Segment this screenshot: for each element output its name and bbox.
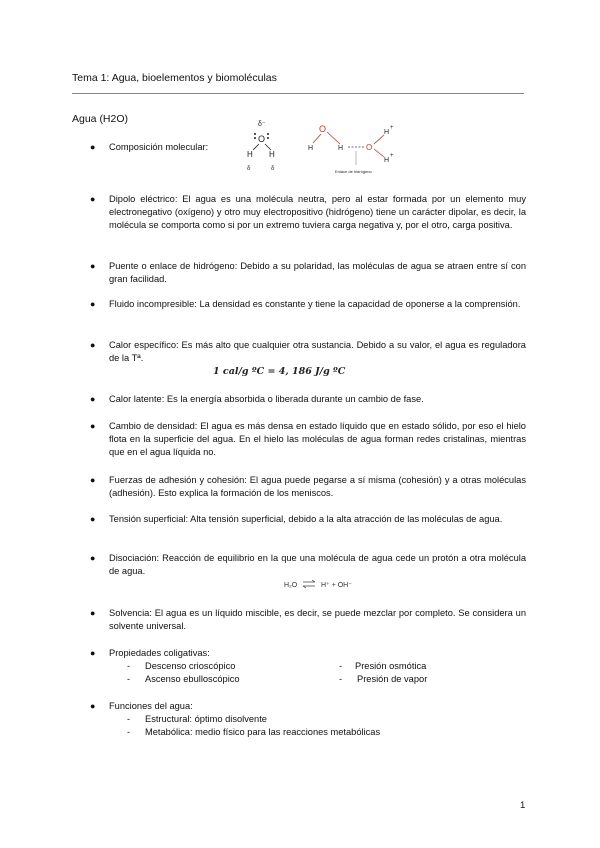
item-text: Es más alto que cualquier otra sustancia. Debido a su valor, el agua es reguladora de la Tª. — [109, 340, 526, 364]
item-text: Es la energía absorbida o liberada durante un cambio de fase. — [166, 394, 424, 404]
bullet-icon: ● — [90, 701, 96, 711]
bullet-icon: ● — [90, 648, 96, 658]
dash-icon: - — [339, 661, 343, 671]
bullet-icon: ● — [90, 340, 96, 350]
funcion-estructural: Estructural: óptimo disolvente — [145, 714, 267, 724]
bullet-icon: ● — [90, 394, 96, 404]
hydrogen-atom: H — [308, 145, 314, 152]
item-text: Reacción de equilibrio en la que una molécula de agua cede un protón a otra molécula de agua. — [109, 553, 526, 577]
delta-plus-label: δ — [271, 166, 275, 172]
header-divider — [72, 93, 524, 94]
list-item-funciones — [109, 700, 526, 713]
item-term: Fuerzas de adhesión y cohesión: — [109, 475, 247, 485]
coligativa-ascenso: Ascenso ebulloscópico — [145, 674, 240, 684]
item-term: Calor latente: — [109, 394, 165, 404]
item-term: Puente o enlace de hidrógeno: — [109, 261, 238, 271]
item-text: Alta tensión superficial, debido a la alta atracción de las moléculas de agua. — [190, 514, 503, 524]
hydrogen-atom: H — [384, 157, 390, 164]
list-item-densidad — [109, 420, 526, 459]
item-term: Tensión superficial: — [109, 514, 189, 524]
lone-pair-dot — [254, 137, 256, 139]
coligativa-presion-osmotica: Presión osmótica — [355, 661, 427, 671]
hydrogen-atom: H — [384, 129, 390, 136]
hbond-label: Enlace de hidrógeno — [335, 169, 372, 174]
list-item-solvencia — [109, 607, 526, 633]
list-item-calor-especifico — [109, 339, 526, 365]
coligativa-presion-vapor: Presión de vapor — [357, 674, 428, 684]
dash-icon: - — [127, 727, 131, 737]
list-item-fluido — [109, 298, 526, 311]
item-term: Propiedades coligativas: — [109, 648, 210, 658]
item-term: Disociación: — [109, 553, 160, 563]
formula-calor: 1 cal/g ºC = 4, 186 J/g ºC — [213, 366, 346, 377]
bullet-icon: ● — [90, 194, 96, 204]
list-item-composicion — [109, 141, 229, 154]
delta-minus-label: δ⁻ — [258, 121, 266, 128]
bond-line — [374, 135, 384, 144]
item-text: El agua es más densa en estado líquido que en estado sólido, por eso el hielo flota en la superficie del agua. En el hielo las moléculas de agua forman redes cristalinas, mientras que en el agua líquida no. — [109, 421, 526, 458]
bullet-icon: ● — [90, 261, 96, 271]
hydrogen-atom: H — [269, 150, 275, 159]
bond-line — [374, 149, 384, 157]
bond-line — [313, 134, 321, 143]
bond-line — [253, 144, 259, 150]
funcion-metabolica: Metabólica: medio físico para las reacciones metabólicas — [145, 727, 381, 737]
item-term: Calor específico: — [109, 340, 179, 350]
bullet-icon: ● — [90, 421, 96, 431]
lone-pair-dot — [267, 133, 269, 135]
eq-left: H₂O — [284, 582, 298, 589]
bullet-icon: ● — [90, 475, 96, 485]
bullet-icon: ● — [90, 608, 96, 618]
coligativa-descenso: Descenso crioscópico — [145, 661, 236, 671]
item-term: Composición molecular: — [109, 142, 209, 152]
oxygen-atom: O — [319, 124, 327, 134]
item-term: Fluido incompresible: — [109, 299, 197, 309]
list-item-adhesion — [109, 474, 526, 500]
page-header: Tema 1: Agua, bioelementos y biomoléculas — [72, 72, 277, 84]
item-text: El agua es una molécula neutra, pero al estar formada por un elemento muy electronegativo (oxígeno) y otro muy electropositivo (hidrógeno) tiene un carácter dipolar, es decir, la molécula se comporta como si por un extremo tuviera carga negativa y, por el otro, carga positiva. — [109, 194, 526, 231]
lone-pair-dot — [267, 137, 269, 139]
hydrogen-atom: H — [338, 145, 344, 152]
dash-icon: - — [127, 714, 131, 724]
list-item-tension — [109, 513, 526, 526]
dash-icon: - — [127, 674, 131, 684]
item-term: Funciones del agua: — [109, 701, 193, 711]
lone-pair-dot — [254, 133, 256, 135]
list-item-disociacion — [109, 552, 526, 578]
bullet-icon: ● — [90, 553, 96, 563]
list-item-coligativas — [109, 647, 526, 660]
item-text: La densidad es constante y tiene la capacidad de oponerse a la comprensión. — [199, 299, 521, 309]
bullet-icon: ● — [90, 142, 96, 152]
charge-label: + — [390, 125, 394, 131]
list-item-puente — [109, 260, 526, 286]
list-item-dipolo — [109, 193, 526, 232]
item-text: El agua es un líquido miscible, es decir, se puede mezclar por completo. Se considera un solvente universal. — [109, 608, 526, 632]
charge-label: + — [390, 153, 394, 159]
bullet-icon: ● — [90, 299, 96, 309]
item-text: El agua puede pegarse a sí misma (cohesión) y a otras moléculas (adhesión). Esto explica la formación de los meniscos. — [109, 475, 526, 499]
page-number: 1 — [520, 800, 526, 811]
section-title: Agua (H2O) — [72, 113, 129, 125]
oxygen-atom: O — [366, 143, 373, 152]
water-molecule-figure — [242, 116, 292, 176]
list-item-calor-latente — [109, 393, 526, 406]
hydrogen-bond-figure — [303, 111, 413, 176]
dash-icon: - — [339, 674, 343, 684]
dissociation-equation — [284, 577, 364, 591]
delta-plus-label: δ — [247, 166, 251, 172]
eq-right: H⁺ + OH⁻ — [321, 582, 352, 589]
oxygen-atom: O — [258, 134, 266, 144]
item-term: Dipolo eléctrico: — [109, 194, 178, 204]
item-term: Cambio de densidad: — [109, 421, 198, 431]
hydrogen-atom: H — [247, 150, 253, 159]
item-term: Solvencia: — [109, 608, 152, 618]
dash-icon: - — [127, 661, 131, 671]
item-text: Debido a su polaridad, las moléculas de agua se atraen entre sí con gran facilidad. — [109, 261, 526, 285]
bullet-icon: ● — [90, 514, 96, 524]
bond-line — [327, 132, 340, 144]
